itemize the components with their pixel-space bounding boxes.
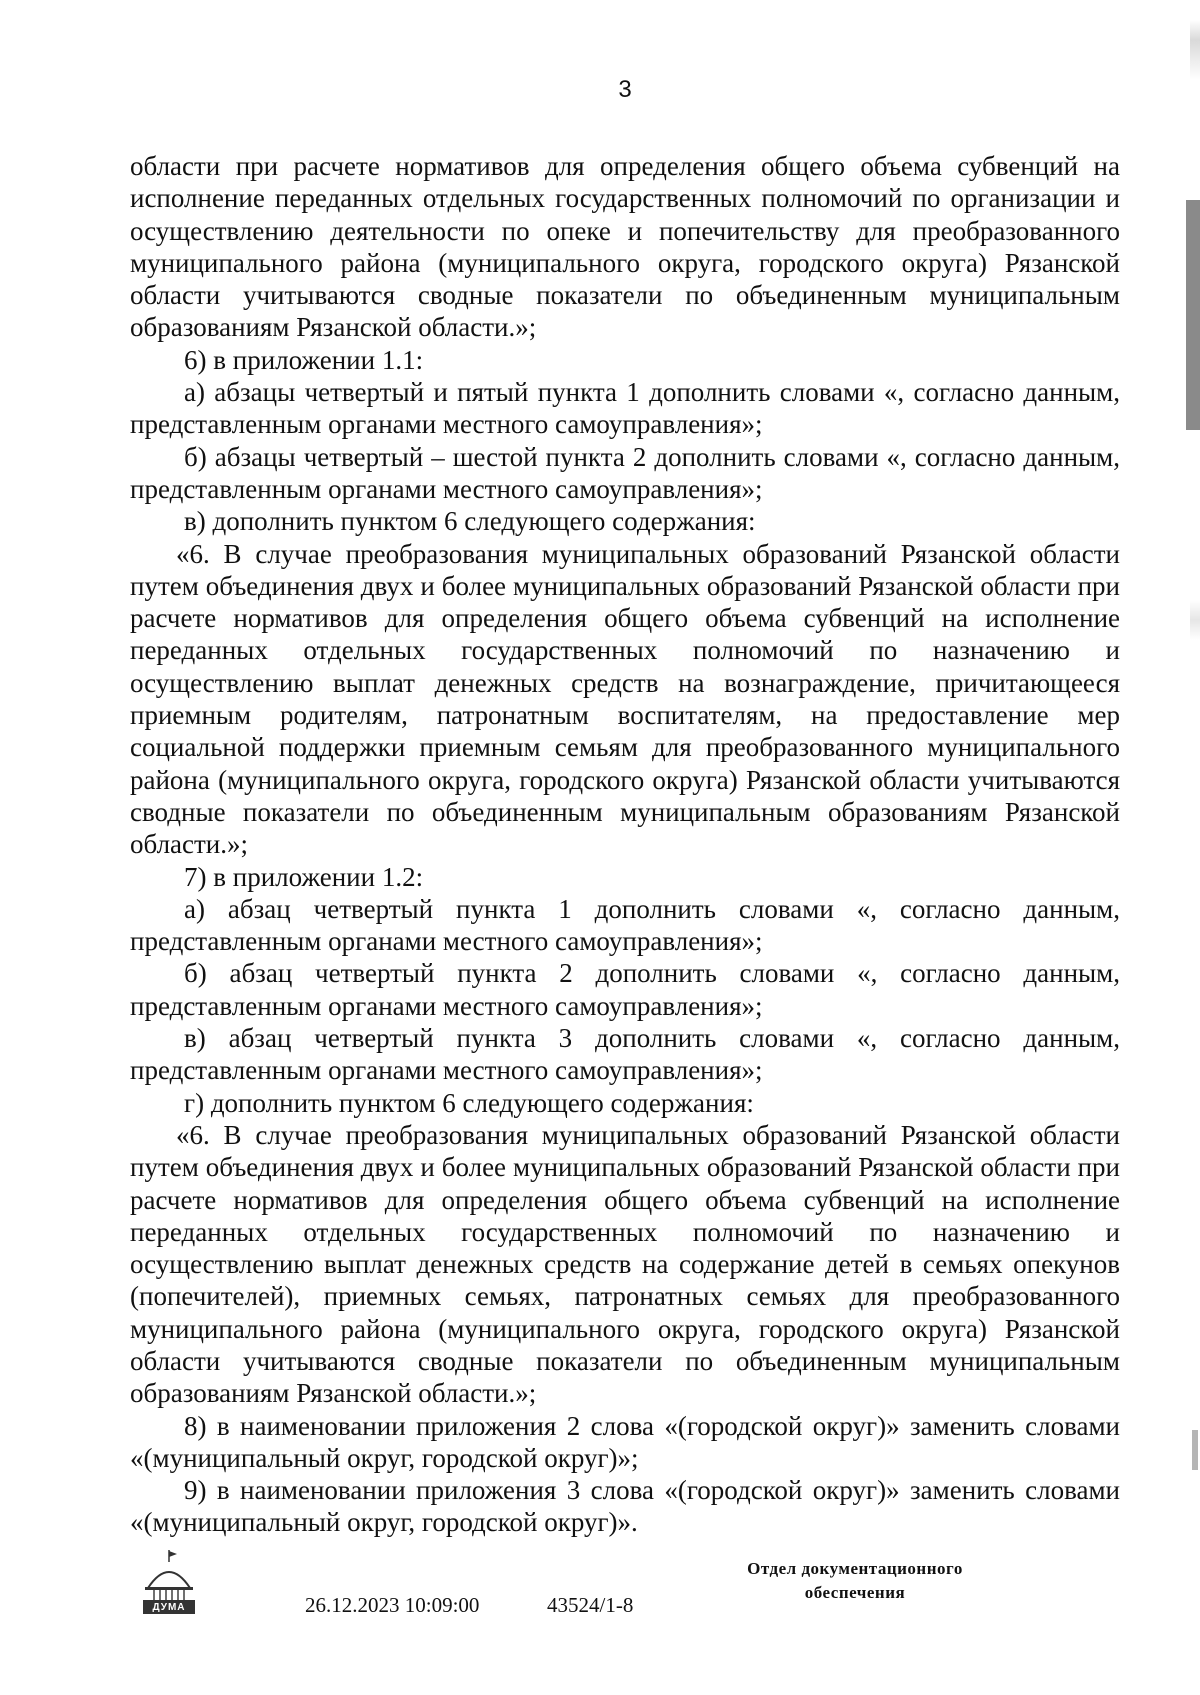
logo-text: ДУМА (152, 1602, 186, 1613)
scan-mark (1186, 200, 1200, 430)
registration-number: 43524/1-8 (547, 1593, 634, 1617)
paragraph: 7) в приложении 1.2: (184, 861, 424, 892)
paragraph: б) абзац четвертый пункта 2 дополнить словами «, согласно данным, представленным органами местного самоуправления»; (130, 958, 1120, 1021)
registration-date: 26.12.2023 10:09:00 (305, 1593, 480, 1617)
paragraph: 9) в наименовании приложения 3 слова «(городской округ)» заменить словами «(муниципальный округ, городской округ)». (130, 1475, 1120, 1538)
paragraph: г) дополнить пунктом 6 следующего содержания: (184, 1087, 754, 1118)
paragraph: «6. В случае преобразования муниципальных образований Рязанской области путем объединения двух и более муниципальных образований Рязанской области при расчете нормативов для определения общего объема субвенций на исполнение переданных отдельных государственных полномочий по назначению и осуществлению выплат денежных средств на вознаграждение, причитающееся приемным родителям, патронатным воспитателям, на предоставление мер социальной поддержки приемным семьям для преобразованного муниципального района (муниципального округа, городского округа) Рязанской области учитываются сводные показатели по объединенным муниципальным образованиям Рязанской области.»; (130, 538, 1120, 860)
paragraph: а) абзацы четвертый и пятый пункта 1 дополнить словами «, согласно данным, представленным органами местного самоуправления»; (130, 377, 1120, 440)
paragraph: а) абзац четвертый пункта 1 дополнить словами «, согласно данным, представленным органами местного самоуправления»; (130, 893, 1120, 957)
paragraph: в) абзац четвертый пункта 3 дополнить словами «, согласно данным, представленным органами местного самоуправления»; (130, 1023, 1120, 1086)
paragraph: б) абзацы четвертый – шестой пункта 2 дополнить словами «, согласно данным, представленным органами местного самоуправления»; (130, 441, 1120, 504)
department-line-1: Отдел документационного (747, 1559, 963, 1578)
paragraph: области при расчете нормативов для определения общего объема субвенций на исполнение переданных отдельных государственных полномочий по организации и осуществлению деятельности по опеке и попечительству для преобразованного муниципального района (муниципального округа, городского округа) Рязанской области учитываются сводные показатели по объединенным муниципальным образованиям Рязанской области.»; (130, 151, 1120, 343)
paragraph: в) дополнить пунктом 6 следующего содержания: (184, 506, 756, 537)
paragraph: 8) в наименовании приложения 2 слова «(городской округ)» заменить словами «(муниципальный округ, городской округ)»; (130, 1410, 1120, 1473)
scan-mark (1192, 1430, 1198, 1470)
paragraph: 6) в приложении 1.1: (184, 344, 424, 375)
department-stamp (690, 1557, 1020, 1605)
page-number: 3 (618, 76, 632, 103)
paragraph: «6. В случае преобразования муниципальных образований Рязанской области путем объединения двух и более муниципальных образований Рязанской области при расчете нормативов для определения общего объема субвенций на исполнение переданных отдельных государственных полномочий по назначению и осуществлению выплат денежных средств на содержание детей в семьях опекунов (попечителей), приемных семьях, патронатных семьях для преобразованного муниципального района (муниципального округа, городского округа) Рязанской области учитываются сводные показатели по объединенным муниципальным образованиям Рязанской области.»; (130, 1119, 1120, 1409)
department-line-2: обеспечения (804, 1583, 906, 1602)
document-body (130, 150, 1120, 1539)
